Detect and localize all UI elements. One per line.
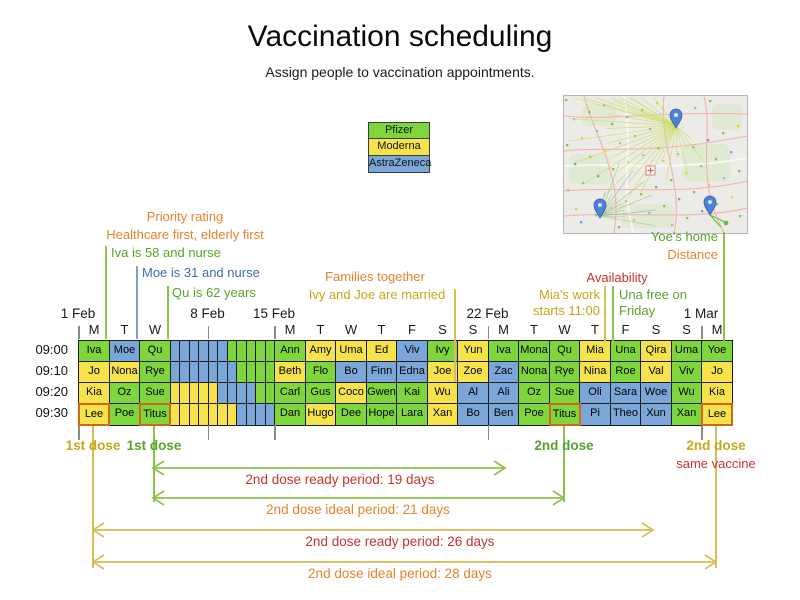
appointment-cell-dan: Dan xyxy=(274,403,306,426)
appointment-cell-xan: Xan xyxy=(427,403,459,426)
ideal-period-21-label: 2nd dose ideal period: 21 days xyxy=(266,502,450,517)
appointment-cell-bo: Bo xyxy=(335,361,367,384)
appointment-cell-nona: Nona xyxy=(109,361,141,384)
appointment-cell-flo: Flo xyxy=(305,361,337,384)
annotation-availability: Availability xyxy=(586,270,648,285)
appointment-cell-qu: Qu xyxy=(139,340,171,363)
appointment-cell-sue: Sue xyxy=(139,382,171,405)
week-tick-top xyxy=(701,326,703,339)
week-tick-top xyxy=(488,326,490,339)
annotation-iva: Iva is 58 and nurse xyxy=(111,245,221,260)
day-letter: T xyxy=(530,322,538,337)
day-letter: W xyxy=(344,322,358,337)
same-vaccine-label: same vaccine xyxy=(676,456,756,471)
date-label: 8 Feb xyxy=(190,306,225,321)
appointment-cell-kai: Kai xyxy=(396,382,428,405)
day-letter: T xyxy=(316,322,325,337)
vaccine-legend xyxy=(368,122,430,173)
schedule-grid xyxy=(78,322,733,426)
appointment-cell-ivy: Ivy xyxy=(427,340,459,363)
second-dose-label-gold: 2nd dose xyxy=(686,438,746,453)
appointment-cell-wu: Wu xyxy=(671,382,703,405)
time-label-0900: 09:00 xyxy=(35,342,68,357)
appointment-cell-theo: Theo xyxy=(610,403,642,426)
date-label: 15 Feb xyxy=(252,306,296,321)
appointment-cell-rye: Rye xyxy=(549,361,581,384)
day-letter: T xyxy=(591,322,599,337)
annotation-mia-work: Mia's work xyxy=(539,287,600,302)
week-tick-top xyxy=(274,326,276,339)
map-graphic xyxy=(564,96,747,233)
map-medical-cross xyxy=(646,166,655,175)
annotation-line-qu xyxy=(167,286,169,339)
week-tick-top xyxy=(78,326,80,339)
legend-item-astrazeneca: AstraZeneca xyxy=(368,155,430,173)
annotation-yoe-home: Yoe's home xyxy=(650,229,718,244)
schedule-column xyxy=(518,322,550,426)
appointment-cell-xan: Xan xyxy=(671,403,703,426)
appointment-cell-lee: Lee xyxy=(701,403,733,426)
appointment-cell-uma: Uma xyxy=(335,340,367,363)
schedule-column xyxy=(366,322,398,426)
day-letter: S xyxy=(468,322,478,337)
appointment-cell-rye: Rye xyxy=(139,361,171,384)
appointment-cell-uma: Uma xyxy=(671,340,703,363)
day-letter: M xyxy=(284,322,296,337)
appointment-cell-poe: Poe xyxy=(109,403,141,426)
appointment-cell-oli: Oli xyxy=(579,382,611,405)
week-tick-bottom xyxy=(488,425,490,440)
appointment-cell-dee: Dee xyxy=(335,403,367,426)
appointment-cell-ed: Ed xyxy=(366,340,398,363)
day-letter: W xyxy=(558,322,571,337)
appointment-cell-oz: Oz xyxy=(518,382,550,405)
appointment-cell-ali: Ali xyxy=(488,382,520,405)
annotation-una-free: Una free on xyxy=(619,287,687,302)
annotation-line-moe xyxy=(136,266,138,339)
second-dose-label-green: 2nd dose xyxy=(534,438,594,453)
annotation-line-yoe xyxy=(723,232,725,342)
appointment-cell-joe: Joe xyxy=(427,361,459,384)
legend-item-pfizer: Pfizer xyxy=(368,122,430,140)
appointment-cell-kia: Kia xyxy=(78,382,110,405)
schedule-column xyxy=(640,322,672,426)
schedule-column xyxy=(396,322,428,426)
time-label-0930: 09:30 xyxy=(35,405,68,420)
annotation-moe: Moe is 31 and nurse xyxy=(142,265,260,280)
time-label-0910: 09:10 xyxy=(35,363,68,378)
week-tick-top xyxy=(208,326,210,339)
schedule-column xyxy=(671,322,703,426)
annotation-families-together: Families together xyxy=(325,269,425,284)
appointment-cell-titus: Titus xyxy=(549,403,581,426)
appointment-cell-coco: Coco xyxy=(335,382,367,405)
ready-period-26-label: 2nd dose ready period: 26 days xyxy=(305,534,495,549)
ideal-period-28-label: 2nd dose ideal period: 28 days xyxy=(308,566,492,581)
appointment-cell-woe: Woe xyxy=(640,382,672,405)
appointment-cell-val: Val xyxy=(640,361,672,384)
appointment-cell-al: Al xyxy=(457,382,489,405)
day-letter: M xyxy=(711,322,723,337)
appointment-cell-yun: Yun xyxy=(457,340,489,363)
first-dose-label-green: 1st dose xyxy=(126,438,182,453)
appointment-cell-viv: Viv xyxy=(671,361,703,384)
appointment-cell-kia: Kia xyxy=(701,382,733,405)
schedule-column xyxy=(274,322,306,426)
date-label: 1 Feb xyxy=(60,306,96,321)
day-letter: T xyxy=(120,322,129,337)
schedule-column xyxy=(335,322,367,426)
appointment-cell-sara: Sara xyxy=(610,382,642,405)
time-label-0920: 09:20 xyxy=(35,384,68,399)
appointment-cell-iva: Iva xyxy=(488,340,520,363)
appointment-cell-gwen: Gwen xyxy=(366,382,398,405)
appointment-cell-finn: Finn xyxy=(366,361,398,384)
day-letter: S xyxy=(438,322,447,337)
appointment-cell-jo: Jo xyxy=(78,361,110,384)
page-subtitle: Assign people to vaccination appointments. xyxy=(265,64,535,80)
day-letter: W xyxy=(148,322,162,337)
appointment-cell-xun: Xun xyxy=(640,403,672,426)
appointment-cell-hugo: Hugo xyxy=(305,403,337,426)
week-tick-bottom xyxy=(274,425,276,440)
appointment-cell-qira: Qira xyxy=(640,340,672,363)
day-letter: M xyxy=(498,322,509,337)
schedule-column xyxy=(457,322,489,426)
day-letter: M xyxy=(88,322,100,337)
schedule-column xyxy=(305,322,337,426)
annotation-una-friday: Friday xyxy=(619,303,656,318)
appointment-cell-iva: Iva xyxy=(78,340,110,363)
first-dose-label-gold: 1st dose xyxy=(65,438,121,453)
appointment-cell-lara: Lara xyxy=(396,403,428,426)
appointment-cell-amy: Amy xyxy=(305,340,337,363)
appointment-cell-mia: Mia xyxy=(579,340,611,363)
appointment-cell-nina: Nina xyxy=(579,361,611,384)
appointment-cell-gus: Gus xyxy=(305,382,337,405)
appointment-cell-wu: Wu xyxy=(427,382,459,405)
appointment-cell-viv: Viv xyxy=(396,340,428,363)
annotation-distance: Distance xyxy=(667,247,718,262)
schedule-column xyxy=(701,322,733,426)
appointment-cell-jo: Jo xyxy=(701,361,733,384)
schedule-column xyxy=(549,322,581,426)
appointment-cell-ann: Ann xyxy=(274,340,306,363)
appointment-cell-poe: Poe xyxy=(518,403,550,426)
appointment-cell-moe: Moe xyxy=(109,340,141,363)
annotation-line-iva xyxy=(105,246,107,339)
appointment-cell-oz: Oz xyxy=(109,382,141,405)
legend-item-moderna: Moderna xyxy=(368,138,430,156)
day-letter: F xyxy=(408,322,416,337)
date-label: 22 Feb xyxy=(466,306,509,321)
appointment-cell-lee: Lee xyxy=(78,403,110,426)
appointment-cell-hope: Hope xyxy=(366,403,398,426)
appointment-cell-bo: Bo xyxy=(457,403,489,426)
appointment-cell-roe: Roe xyxy=(610,361,642,384)
annotation-line-ivy-joe xyxy=(454,289,456,382)
appointment-cell-zac: Zac xyxy=(488,361,520,384)
annotation-line-mia xyxy=(604,286,606,342)
day-letter: S xyxy=(682,322,691,337)
annotation-qu: Qu is 62 years xyxy=(172,285,256,300)
appointment-cell-mona: Mona xyxy=(518,340,550,363)
ready-period-19-label: 2nd dose ready period: 19 days xyxy=(245,472,435,487)
day-letter: F xyxy=(621,322,630,337)
annotation-mia-start: starts 11:00 xyxy=(533,303,600,318)
appointment-cell-edna: Edna xyxy=(396,361,428,384)
annotation-priority-rating: Priority rating xyxy=(146,209,224,224)
appointment-cell-qu: Qu xyxy=(549,340,581,363)
appointment-cell-ben: Ben xyxy=(488,403,520,426)
map-image xyxy=(563,95,748,234)
schedule-column xyxy=(488,322,520,426)
schedule-column xyxy=(610,322,642,426)
appointment-cell-zoe: Zoe xyxy=(457,361,489,384)
day-letter: T xyxy=(377,322,386,337)
appointment-cell-yoe: Yoe xyxy=(701,340,733,363)
day-letter: S xyxy=(651,322,661,337)
page-title: Vaccination scheduling xyxy=(247,20,553,53)
appointment-cell-una: Una xyxy=(610,340,642,363)
appointment-cell-nona: Nona xyxy=(518,361,550,384)
appointment-cell-pi: Pi xyxy=(579,403,611,426)
annotation-priority-detail: Healthcare first, elderly first xyxy=(106,227,264,242)
date-label: 1 Mar xyxy=(683,306,719,321)
week-tick-bottom xyxy=(208,425,210,440)
appointment-cell-titus: Titus xyxy=(139,403,171,426)
appointment-cell-beth: Beth xyxy=(274,361,306,384)
annotation-line-una xyxy=(612,286,614,342)
appointment-cell-carl: Carl xyxy=(274,382,306,405)
annotation-ivy-joe: Ivy and Joe are married xyxy=(308,287,446,302)
schedule-column xyxy=(579,322,611,426)
appointment-cell-sue: Sue xyxy=(549,382,581,405)
